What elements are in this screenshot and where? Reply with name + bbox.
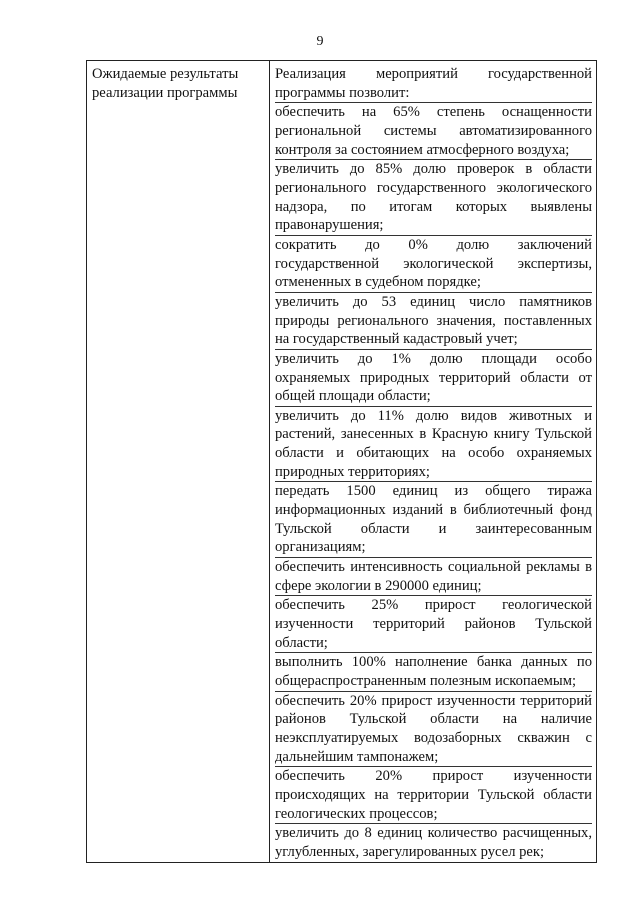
intro-text: Реализация мероприятий государственной программы позволит: — [275, 66, 592, 101]
list-item: сократить до 0% долю заключений государственной экологической экспертизы, отмененных в судебном порядке; — [275, 236, 592, 291]
list-item: обеспечить 20% прирост изученности территорий районов Тульской области на наличие неэксплуатируемых водозаборных скважин с дальнейшим тампонажем; — [275, 692, 592, 765]
list-item: передать 1500 единиц из общего тиража информационных изданий в библиотечный фонд Тульской области и заинтересованным организациям; — [275, 483, 592, 556]
list-item: увеличить до 1% долю площади особо охраняемых природных территорий области от общей площади области; — [275, 350, 592, 405]
row-label: Ожидаемые результаты реализации программы — [92, 66, 239, 101]
list-item: выполнить 100% наполнение банка данных по общераспространенным полезным ископаемым; — [275, 654, 592, 689]
list-item: обеспечить 20% прирост изученности происходящих на территории Тульской области геологических процессов; — [275, 768, 592, 822]
program-results-table — [86, 60, 597, 863]
row-label-cell — [87, 61, 270, 863]
page-number: 9 — [316, 34, 324, 49]
list-item: увеличить до 11% долю видов животных и растений, занесенных в Красную книгу Тульской области и обитающих на особо охраняемых природных территориях; — [275, 407, 592, 480]
table-row — [87, 61, 597, 863]
row-content-cell — [270, 61, 597, 863]
list-item: обеспечить интенсивность социальной рекламы в сфере экологии в 290000 единиц; — [275, 559, 592, 594]
list-item: обеспечить 25% прирост геологической изученности территорий районов Тульской области; — [275, 597, 592, 651]
list-item: увеличить до 8 единиц количество расчищенных, углубленных, зарегулированных русел рек; — [275, 825, 592, 860]
list-item: обеспечить на 65% степень оснащенности региональной системы автоматизированного контроля за состоянием атмосферного воздуха; — [275, 104, 592, 158]
list-item: увеличить до 85% долю проверок в области регионального государственного экологического надзора, по итогам которых выявлены правонарушения; — [275, 161, 592, 234]
list-item: увеличить до 53 единиц число памятников природы регионального значения, поставленных на государственный кадастровый учет; — [275, 293, 592, 348]
